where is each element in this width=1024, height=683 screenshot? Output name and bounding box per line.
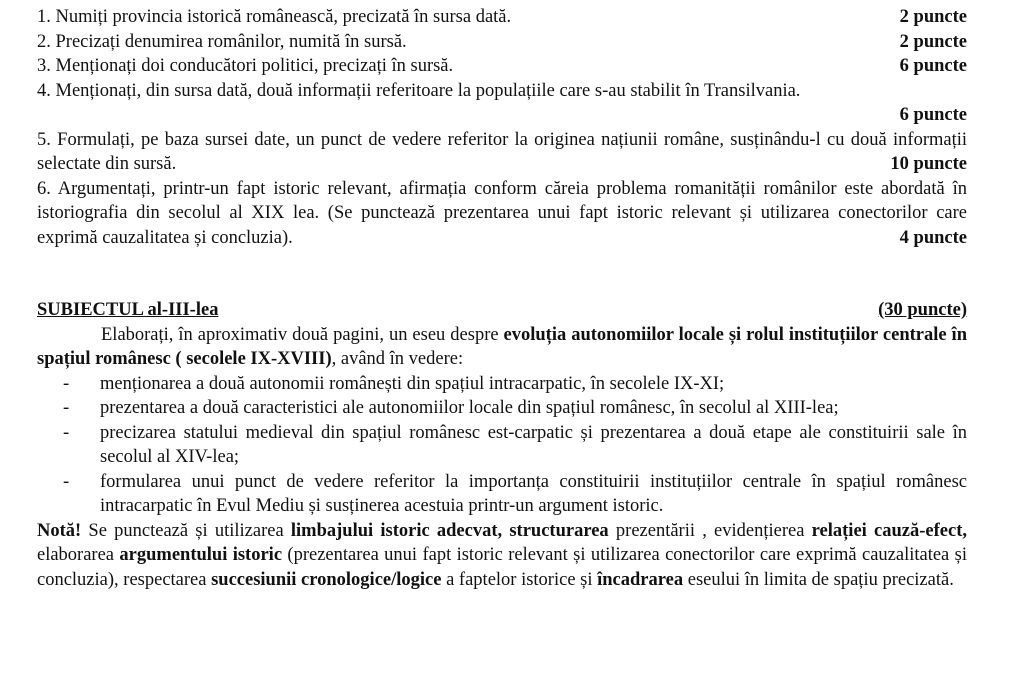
note-text: Se punctează și utilizarea [81, 520, 291, 541]
note-paragraph [37, 519, 967, 593]
list-item-text: menționarea a două autonomii românești din spațiul intracarpatic, în secolele IX-XI; [100, 373, 725, 394]
note-text: (prezentarea unui fapt istoric relevant și utilizarea conectorilor care exprimă cauzalitatea și concluzia), respectarea [37, 545, 967, 590]
intro-text-end: , având în vedere: [331, 349, 464, 369]
list-item [37, 372, 967, 397]
list-item-text: precizarea statului medieval din spațiul românesc est-carpatic și prezentarea a două etape ale constituirii sale în secolul al XIV-lea; [100, 422, 967, 467]
question-points: 10 puncte [890, 154, 967, 174]
question-2 [37, 30, 967, 55]
question-1 [37, 5, 967, 30]
list-item-text: prezentarea a două caracteristici ale autonomiilor locale din spațiul românesc, în secolul al XIII-lea; [100, 398, 839, 418]
requirements-list [37, 372, 967, 519]
dash-marker: - [63, 373, 70, 394]
note-bold: succesiunii cronologice/logice [211, 569, 442, 590]
question-text: 1. Numiți provincia istorică românească, precizată în sursa dată. [37, 7, 512, 27]
note-label: Notă! [37, 520, 82, 541]
question-points: 2 puncte [899, 7, 967, 27]
dash-marker: - [63, 398, 70, 418]
list-item-text: formularea unui punct de vedere referitor la importanța constituirii instituțiilor centrale în spațiul românesc intracarpatic în Evul Mediu și susținerea acestuia printr-un argument istoric. [100, 471, 967, 516]
dash-marker: - [63, 422, 70, 443]
question-5 [37, 128, 967, 177]
list-item [37, 396, 967, 421]
intro-bold: evoluția autonomiilor locale și rolul instituțiilor centrale în spațiul românesc ( secolele IX-XVIII) [37, 324, 967, 369]
question-6 [37, 177, 967, 251]
question-4 [37, 79, 967, 128]
list-item [37, 421, 967, 470]
question-text: 3. Menționați doi conducători politici, precizați în sursă. [37, 56, 454, 76]
note-bold: limbajului istoric adecvat, structurarea [290, 520, 609, 541]
question-points: 6 puncte [899, 56, 967, 76]
note-bold: argumentului istoric [119, 545, 283, 565]
note-bold: încadrarea [597, 569, 684, 590]
question-3 [37, 54, 967, 79]
note-text: prezentării , evidențierea [608, 520, 812, 541]
section-header [37, 298, 967, 323]
document-page [37, 5, 967, 592]
section-title: SUBIECTUL al-III-lea [37, 300, 219, 320]
intro-text: Elaborați, în aproximativ două pagini, un eseu despre [101, 324, 504, 345]
note-text: a faptelor istorice și [441, 569, 598, 590]
note-bold: relației cauză-efect, [811, 520, 967, 541]
section-points: (30 puncte) [878, 300, 967, 320]
section-intro [37, 323, 967, 372]
question-text: 2. Precizați denumirea românilor, numită în sursă. [37, 31, 407, 52]
dash-marker: - [63, 471, 70, 492]
note-text: elaborarea [37, 545, 120, 565]
note-text: eseului în limita de spațiu precizată. [683, 569, 954, 590]
question-text: 6. Argumentați, printr-un fapt istoric relevant, afirmația conform căreia problema romanității românilor este abordată în istoriografia din secolul al XIX lea. (Se punctează prezentarea unui fapt istoric relevant și utilizarea conectorilor care exprimă cauzalitatea și concluzia). [37, 178, 967, 248]
question-points: 4 puncte [899, 227, 967, 248]
question-text: 5. Formulați, pe baza sursei date, un punct de vedere referitor la originea națiunii române, susținându-l cu două informații selectate din sursă. [37, 129, 967, 174]
question-text: 4. Menționați, din sursa dată, două informații referitoare la populațiile care s-au stabilit în Transilvania. [37, 80, 801, 101]
list-item [37, 470, 967, 519]
question-points: 6 puncte [899, 105, 967, 125]
question-points: 2 puncte [899, 31, 967, 52]
